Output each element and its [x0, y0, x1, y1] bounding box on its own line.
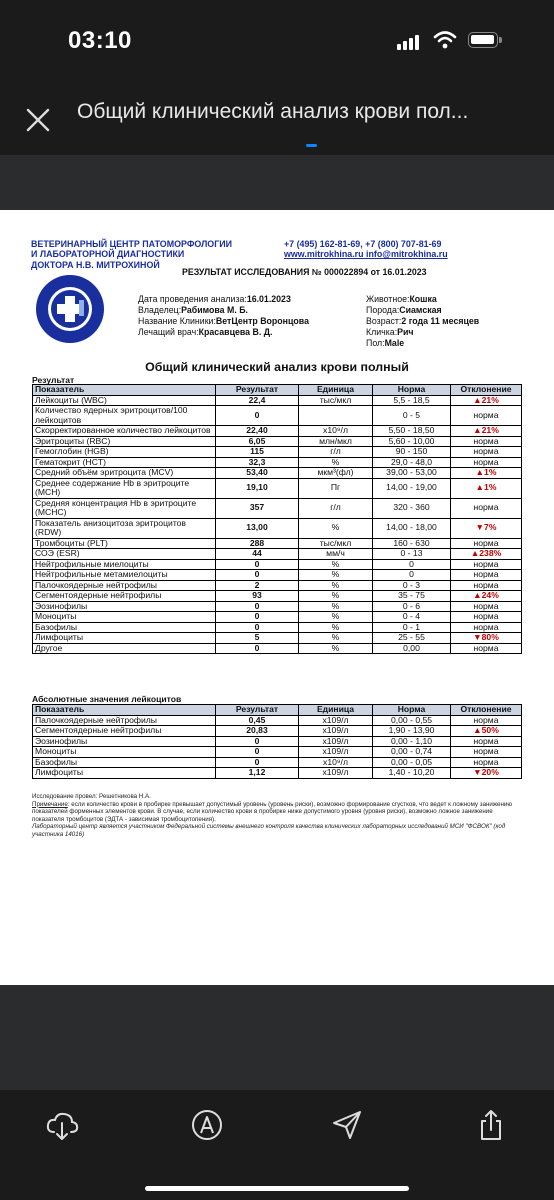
cell-deviation: ▲50% — [451, 726, 522, 737]
cell-result: 0 — [216, 747, 299, 758]
meta-label: Животное: — [366, 294, 410, 304]
cell-norm: 14,00 - 18,00 — [373, 518, 451, 538]
cell-norm: 320 - 360 — [373, 498, 451, 518]
table-row — [33, 478, 522, 498]
cell-result: 32,3 — [216, 457, 299, 468]
cell-norm: 5,60 - 10,00 — [373, 436, 451, 447]
cell-result: 0 — [216, 736, 299, 747]
cell-unit: г/л — [299, 447, 373, 458]
cell-name: Базофилы — [33, 757, 216, 768]
patient-info-right — [366, 294, 479, 349]
table-row — [33, 580, 522, 591]
markup-icon[interactable] — [190, 1108, 224, 1142]
cell-norm: 0 - 6 — [373, 601, 451, 612]
cell-result: 5 — [216, 633, 299, 644]
meta-label: Возраст: — [366, 316, 402, 326]
column-header: Показатель — [33, 385, 216, 396]
cell-unit: Пг — [299, 478, 373, 498]
cell-result: 0 — [216, 601, 299, 612]
cell-deviation: ▲238% — [451, 549, 522, 560]
cell-unit: мкм³(фл) — [299, 468, 373, 479]
table-row — [33, 549, 522, 560]
cell-result: 0 — [216, 643, 299, 654]
cell-deviation: норма — [451, 406, 522, 426]
cell-unit — [299, 406, 373, 426]
cell-unit: х109/л — [299, 726, 373, 737]
cell-unit: г/л — [299, 498, 373, 518]
send-icon[interactable] — [330, 1108, 364, 1142]
cell-deviation: ▼80% — [451, 633, 522, 644]
document-page — [0, 210, 554, 985]
cell-unit: х10⁹/л — [299, 426, 373, 437]
meta-label: Название Клиники: — [138, 316, 216, 326]
clinic-name-line: ДОКТОРА Н.В. МИТРОХИНОЙ — [31, 259, 160, 270]
table-row — [33, 601, 522, 612]
cell-name: Тромбоциты (PLT) — [33, 538, 216, 549]
cell-deviation: норма — [451, 436, 522, 447]
table-row — [33, 570, 522, 581]
cell-norm: 29,0 - 48,0 — [373, 457, 451, 468]
cell-name: Средний объём эритроцита (MCV) — [33, 468, 216, 479]
cell-name: Эозинофилы — [33, 601, 216, 612]
close-icon[interactable] — [24, 106, 52, 134]
column-header: Норма — [373, 705, 451, 716]
cell-unit: % — [299, 570, 373, 581]
notes-performer: Исследование провел: Решетникова Н.А. — [32, 793, 151, 800]
clinic-name — [31, 239, 232, 270]
cell-result: 53,40 — [216, 468, 299, 479]
cell-name: Средняя концентрация Hb в эритроците (MCHC) — [33, 498, 216, 518]
cell-name: Моноциты — [33, 612, 216, 623]
cell-result: 44 — [216, 549, 299, 560]
table-header-row — [33, 705, 522, 716]
table-row — [33, 559, 522, 570]
table-row — [33, 736, 522, 747]
cell-deviation: ▲1% — [451, 478, 522, 498]
cell-name: Показатель анизоцитоза эритроцитов (RDW) — [33, 518, 216, 538]
table-row — [33, 715, 522, 726]
owner-name: Рабимова М. Б. — [181, 305, 249, 315]
cell-result: 0 — [216, 570, 299, 581]
cell-unit: % — [299, 612, 373, 623]
section-title: Абсолютные значения лейкоцитов — [32, 694, 182, 704]
cell-norm: 0,00 - 0,05 — [373, 757, 451, 768]
cell-norm: 1,40 - 10,20 — [373, 768, 451, 779]
clinic-name-line: И ЛАБОРАТОРНОЙ ДИАГНОСТИКИ — [31, 249, 185, 260]
cell-norm: 0 - 5 — [373, 406, 451, 426]
absolute-values-table — [32, 704, 522, 779]
table-row — [33, 622, 522, 633]
battery-icon — [468, 32, 498, 48]
share-icon[interactable] — [474, 1108, 508, 1142]
download-cloud-icon[interactable] — [45, 1108, 79, 1142]
document-notes — [32, 793, 522, 839]
table-row — [33, 633, 522, 644]
analysis-title: Общий клинический анализ крови полный — [145, 360, 409, 374]
cell-deviation: норма — [451, 612, 522, 623]
home-indicator — [145, 1186, 409, 1191]
table-row — [33, 538, 522, 549]
cell-unit: х109/л — [299, 715, 373, 726]
cell-result: 0,45 — [216, 715, 299, 726]
cell-deviation: норма — [451, 457, 522, 468]
cell-deviation: норма — [451, 736, 522, 747]
analysis-date: 16.01.2023 — [246, 294, 291, 304]
cell-unit: % — [299, 457, 373, 468]
result-title: РЕЗУЛЬТАТ ИССЛЕДОВАНИЯ № 000022894 от 16.01.2023 — [182, 267, 427, 277]
cell-norm: 39,00 - 53,00 — [373, 468, 451, 479]
cell-deviation: ▲1% — [451, 468, 522, 479]
nickname-value: Рич — [397, 327, 414, 337]
doctor-name: Красавцева В. Д. — [198, 327, 273, 337]
clinic-phones: +7 (495) 162-81-69, +7 (800) 707-81-69 — [284, 239, 442, 249]
meta-label: Владелец: — [138, 305, 182, 315]
clinic-name-line: ВЕТЕРИНАРНЫЙ ЦЕНТР ПАТОМОРФОЛОГИИ — [31, 239, 232, 249]
cell-deviation: норма — [451, 643, 522, 654]
cell-deviation: норма — [451, 601, 522, 612]
cell-result: 1,12 — [216, 768, 299, 779]
cell-deviation: норма — [451, 447, 522, 458]
cell-norm: 0 - 3 — [373, 580, 451, 591]
status-bar — [0, 0, 554, 80]
column-header: Норма — [373, 385, 451, 396]
table-row — [33, 436, 522, 447]
cell-result: 0 — [216, 757, 299, 768]
cell-deviation: ▼7% — [451, 518, 522, 538]
cell-result: 2 — [216, 580, 299, 591]
table-row — [33, 643, 522, 654]
cell-name: Среднее содержание Hb в эритроците (MCH) — [33, 478, 216, 498]
cell-unit: х109/л — [299, 736, 373, 747]
cell-name: Гемоглобин (HGB) — [33, 447, 216, 458]
cell-norm: 90 - 150 — [373, 447, 451, 458]
cell-result: 115 — [216, 447, 299, 458]
cell-name: Моноциты — [33, 747, 216, 758]
cell-deviation: ▲21% — [451, 395, 522, 406]
cell-name: Базофилы — [33, 622, 216, 633]
cell-deviation: ▲21% — [451, 426, 522, 437]
cell-deviation: ▲24% — [451, 591, 522, 602]
cell-name: Лейкоциты (WBC) — [33, 395, 216, 406]
cell-result: 0 — [216, 612, 299, 623]
table-row — [33, 726, 522, 737]
cell-norm: 25 - 55 — [373, 633, 451, 644]
cellular-signal-icon — [397, 33, 421, 50]
cell-unit: х109/л — [299, 768, 373, 779]
breed-value: Сиамская — [399, 305, 442, 315]
cell-result: 0 — [216, 406, 299, 426]
table-row — [33, 768, 522, 779]
cell-unit: % — [299, 580, 373, 591]
column-header: Показатель — [33, 705, 216, 716]
cell-name: Палочкоядерные нейтрофилы — [33, 580, 216, 591]
cell-result: 22,4 — [216, 395, 299, 406]
cell-norm: 1,90 - 13,90 — [373, 726, 451, 737]
table-row — [33, 447, 522, 458]
cell-unit: % — [299, 559, 373, 570]
table-row — [33, 591, 522, 602]
cell-norm: 0 — [373, 570, 451, 581]
cell-unit: % — [299, 622, 373, 633]
cell-name: СОЭ (ESR) — [33, 549, 216, 560]
cell-name: Палочкоядерные нейтрофилы — [33, 715, 216, 726]
cell-name: Количество ядерных эритроцитов/100 лейкоцитов — [33, 406, 216, 426]
notes-accreditation: Лабораторный центр является участником Федеральной системы внешнего контроля качества клинических лабораторных исследований МСИ "ФСВОК" (код участника 14016) — [32, 823, 506, 838]
table-row — [33, 612, 522, 623]
table-row — [33, 395, 522, 406]
column-header: Отклонение — [451, 705, 522, 716]
cell-unit: % — [299, 518, 373, 538]
cell-norm: 5,5 - 18,5 — [373, 395, 451, 406]
cell-norm: 0,00 - 0,74 — [373, 747, 451, 758]
clinic-logo — [35, 274, 105, 344]
cell-deviation: норма — [451, 538, 522, 549]
cell-name: Другое — [33, 643, 216, 654]
table-row — [33, 498, 522, 518]
meta-label: Кличка: — [366, 327, 398, 337]
table-row — [33, 518, 522, 538]
document-title: Общий клинический анализ крови пол... — [77, 100, 469, 123]
cell-norm: 14,00 - 19,00 — [373, 478, 451, 498]
cell-unit: % — [299, 643, 373, 654]
cell-name: Сегментоядерные нейтрофилы — [33, 726, 216, 737]
sex-value: Male — [384, 338, 405, 348]
cell-unit: % — [299, 591, 373, 602]
cell-deviation: норма — [451, 757, 522, 768]
cell-norm: 0 - 13 — [373, 549, 451, 560]
cell-name: Сегментоядерные нейтрофилы — [33, 591, 216, 602]
table-row — [33, 747, 522, 758]
cell-norm: 35 - 75 — [373, 591, 451, 602]
results-table — [32, 384, 522, 654]
cell-result: 13,00 — [216, 518, 299, 538]
section-title: Результат — [32, 375, 75, 385]
meta-label: Лечащий врач: — [138, 327, 199, 337]
cell-name: Нейтрофильные метамиелоциты — [33, 570, 216, 581]
cell-deviation: норма — [451, 715, 522, 726]
notes-remark-label: Примечание — [32, 800, 68, 808]
cell-unit: тыс/мкл — [299, 538, 373, 549]
cell-result: 20,83 — [216, 726, 299, 737]
table-row — [33, 468, 522, 479]
cell-unit: мм/ч — [299, 549, 373, 560]
cell-deviation: норма — [451, 747, 522, 758]
cell-result: 6,05 — [216, 436, 299, 447]
cell-name: Эозинофилы — [33, 736, 216, 747]
cell-deviation: норма — [451, 498, 522, 518]
cell-result: 288 — [216, 538, 299, 549]
column-header: Отклонение — [451, 385, 522, 396]
cell-deviation: ▼20% — [451, 768, 522, 779]
cell-norm: 160 - 630 — [373, 538, 451, 549]
cell-norm: 0 - 4 — [373, 612, 451, 623]
cell-deviation: норма — [451, 570, 522, 581]
cell-name: Гематокрит (HCT) — [33, 457, 216, 468]
table-row — [33, 757, 522, 768]
cell-unit: млн/мкл — [299, 436, 373, 447]
cell-result: 357 — [216, 498, 299, 518]
website-link[interactable]: www.mitrokhina.ru — [284, 249, 364, 260]
cell-name: Лимфоциты — [33, 633, 216, 644]
cell-deviation: норма — [451, 559, 522, 570]
wifi-icon — [433, 30, 457, 50]
cell-name: Лимфоциты — [33, 768, 216, 779]
column-header: Единица — [299, 705, 373, 716]
email-link[interactable]: info@mitrokhina.ru — [366, 249, 448, 260]
notes-remark — [32, 801, 522, 824]
cell-name: Скорректированное количество лейкоцитов — [33, 426, 216, 437]
cell-result: 19,10 — [216, 478, 299, 498]
cell-unit: х10⁹/л — [299, 757, 373, 768]
cell-result: 93 — [216, 591, 299, 602]
cell-deviation: норма — [451, 580, 522, 591]
cell-norm: 0 - 1 — [373, 622, 451, 633]
cell-norm: 0,00 — [373, 643, 451, 654]
meta-label: Порода: — [366, 305, 400, 315]
patient-info-left — [138, 294, 309, 338]
cell-name: Эритроциты (RBC) — [33, 436, 216, 447]
table-row — [33, 457, 522, 468]
cell-unit: % — [299, 601, 373, 612]
cell-name: Нейтрофильные миелоциты — [33, 559, 216, 570]
bottom-toolbar — [0, 1090, 554, 1200]
clinic-contacts — [284, 239, 448, 260]
cell-unit: тыс/мкл — [299, 395, 373, 406]
table-row — [33, 426, 522, 437]
cell-norm: 0,00 - 0,55 — [373, 715, 451, 726]
clinic-value: ВетЦентр Воронцова — [215, 316, 309, 326]
cell-unit: % — [299, 633, 373, 644]
age-value: 2 года 11 месяцев — [401, 316, 480, 326]
cell-norm: 5,50 - 18,50 — [373, 426, 451, 437]
column-header: Единица — [299, 385, 373, 396]
cell-deviation: норма — [451, 622, 522, 633]
notes-remark-text: : если количество крови в пробирке превышает допустимый уровень (уровень риски), возможно формирование сгустков, что ведет к ложному занижению показателей форменных элементов крови. В случае, если количество крови в пробирке ниже допустимого уровня (уровня риски), возможно ложное занижение показателя тромбоцитов (ЭДТА - зависимая тромбоцитопения). — [32, 800, 512, 823]
column-header: Результат — [216, 385, 299, 396]
cell-result: 0 — [216, 622, 299, 633]
meta-label: Пол: — [366, 338, 385, 348]
column-header: Результат — [216, 705, 299, 716]
page-indicator — [306, 144, 317, 147]
status-time: 03:10 — [68, 27, 132, 54]
cell-result: 22,40 — [216, 426, 299, 437]
cell-norm: 0,00 - 1,10 — [373, 736, 451, 747]
table-row — [33, 406, 522, 426]
table-header-row — [33, 385, 522, 396]
cell-norm: 0 — [373, 559, 451, 570]
animal-value: Кошка — [409, 294, 437, 304]
meta-label: Дата проведения анализа: — [138, 294, 247, 304]
cell-result: 0 — [216, 559, 299, 570]
cell-unit: х109/л — [299, 747, 373, 758]
